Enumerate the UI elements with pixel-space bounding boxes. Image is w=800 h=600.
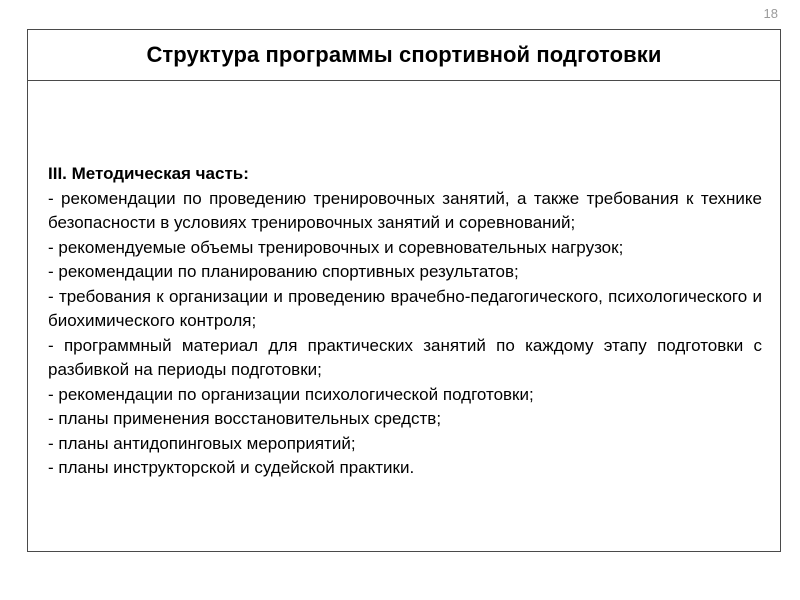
slide-number: 18 [763,6,778,21]
list-item: - рекомендации по планированию спортивных результатов; [48,262,519,281]
section-heading: III. Методическая часть: [48,164,249,183]
list-item: - планы инструкторской и судейской практики. [48,458,415,477]
list-item: - рекомендации по проведению тренировочных занятий, а также требования к технике безопасности в условиях тренировочных занятий и соревнований; [48,188,762,232]
title-cell [28,30,780,81]
list-item: - планы антидопинговых мероприятий; [48,433,356,453]
body-cell [28,81,780,481]
list-item: - программный материал для практических занятий по каждому этапу подготовки с разбивкой на периоды подготовки; [48,335,762,379]
list-item: - требования к организации и проведению врачебно-педагогического, психологического и биохимического контроля; [48,286,762,330]
content-table [27,29,781,552]
list-item: - планы применения восстановительных средств; [48,409,442,428]
list-item: - рекомендуемые объемы тренировочных и соревновательных нагрузок; [48,237,624,257]
list-item: - рекомендации по организации психологической подготовки; [48,384,534,404]
page-title: Структура программы спортивной подготовки [146,42,662,67]
